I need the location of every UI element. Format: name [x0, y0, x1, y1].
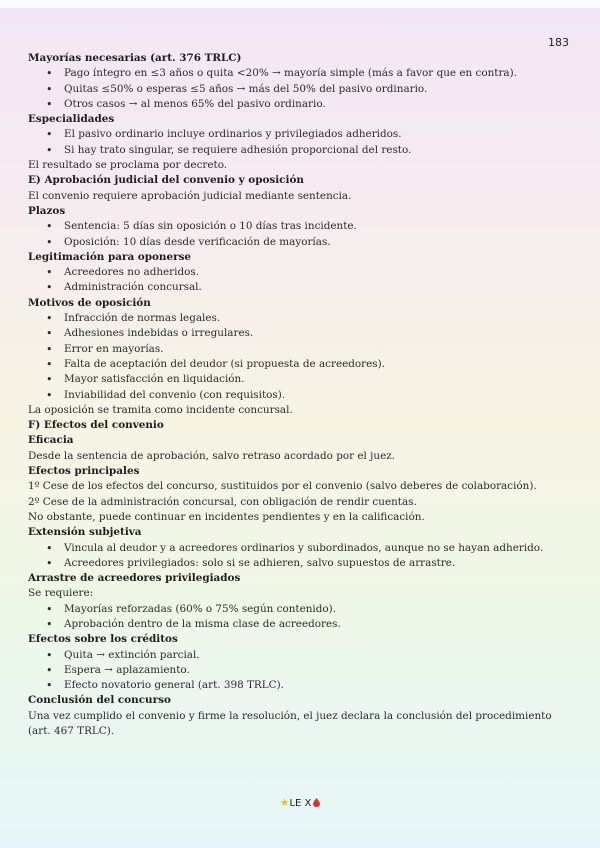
section-title-legitimacion: Legitimación para oponerse	[28, 250, 192, 263]
footer-logo	[0, 796, 600, 809]
paragraph: El resultado se proclama por decreto.	[28, 159, 228, 172]
list-item: • Pago íntegro en ≤3 años o quita <20% → mayoría simple (más a favor que en contra).	[28, 66, 568, 81]
section-title-efectos: F) Efectos del convenio	[28, 419, 164, 432]
list-creditos	[28, 648, 568, 694]
list-item: • Sentencia: 5 días sin oposición o 10 días tras incidente.	[28, 219, 568, 234]
page-number: 183	[548, 36, 569, 49]
list-item: • Mayorías reforzadas (60% o 75% según contenido).	[28, 602, 568, 617]
list-item: • Espera → aplazamiento.	[28, 663, 568, 678]
list-item: • Infracción de normas legales.	[28, 311, 568, 326]
list-extension	[28, 541, 568, 572]
list-item: • Aprobación dentro de la misma clase de acreedores.	[28, 617, 568, 632]
paragraph: La oposición se tramita como incidente concursal.	[28, 403, 293, 416]
section-title-principales: Efectos principales	[28, 465, 140, 478]
list-especialidades	[28, 127, 568, 158]
list-motivos	[28, 311, 568, 403]
list-item: • Otros casos → al menos 65% del pasivo ordinario.	[28, 97, 568, 112]
list-item: • Acreedores privilegiados: solo si se adhieren, salvo supuestos de arrastre.	[28, 556, 568, 571]
paragraph: El convenio requiere aprobación judicial mediante sentencia.	[28, 189, 352, 202]
list-legitimacion	[28, 265, 568, 296]
document-body	[28, 51, 568, 739]
drop-icon	[313, 798, 320, 807]
list-item: • Oposición: 10 días desde verificación de mayorías.	[28, 235, 568, 250]
star-icon: ★	[279, 796, 290, 809]
section-title-extension: Extensión subjetiva	[28, 526, 142, 539]
list-item: • Vincula al deudor y a acreedores ordinarios y subordinados, aunque no se hayan adherido.	[28, 541, 568, 556]
paragraph: 1º Cese de los efectos del concurso, sustituidos por el convenio (salvo deberes de colaboración).	[28, 480, 537, 493]
paragraph: Una vez cumplido el convenio y firme la resolución, el juez declara la conclusión del procedimiento (art. 467 TRLC).	[28, 709, 552, 738]
section-title-creditos: Efectos sobre los créditos	[28, 633, 178, 646]
list-item: • Acreedores no adheridos.	[28, 265, 568, 280]
list-item: • Inviabilidad del convenio (con requisitos).	[28, 388, 568, 403]
list-plazos	[28, 219, 568, 250]
paragraph: Desde la sentencia de aprobación, salvo retraso acordado por el juez.	[28, 449, 395, 462]
paragraph: No obstante, puede continuar en incidentes pendientes y en la calificación.	[28, 510, 425, 523]
list-mayorias	[28, 66, 568, 112]
list-item: • Adhesiones indebidas o irregulares.	[28, 326, 568, 341]
list-item: • El pasivo ordinario incluye ordinarios y privilegiados adheridos.	[28, 127, 568, 142]
section-title-conclusion: Conclusión del concurso	[28, 694, 171, 707]
section-title-motivos: Motivos de oposición	[28, 296, 151, 309]
list-arrastre	[28, 602, 568, 633]
list-item: • Si hay trato singular, se requiere adhesión proporcional del resto.	[28, 143, 568, 158]
list-item: • Falta de aceptación del deudor (si propuesta de acreedores).	[28, 357, 568, 372]
section-title-mayorias: Mayorías necesarias (art. 376 TRLC)	[28, 52, 242, 64]
list-item: • Quita → extinción parcial.	[28, 648, 568, 663]
section-title-especialidades: Especialidades	[28, 113, 115, 126]
list-item: • Quitas ≤50% o esperas ≤5 años → más del 50% del pasivo ordinario.	[28, 82, 568, 97]
paragraph: 2º Cese de la administración concursal, con obligación de rendir cuentas.	[28, 495, 417, 508]
list-item: • Error en mayorías.	[28, 342, 568, 357]
section-title-plazos: Plazos	[28, 204, 66, 217]
page-top-edge	[0, 0, 600, 8]
section-title-arrastre: Arrastre de acreedores privilegiados	[28, 572, 241, 585]
paragraph: Se requiere:	[28, 587, 94, 600]
list-item: • Efecto novatorio general (art. 398 TRLC).	[28, 678, 568, 693]
footer-text: LE X	[289, 798, 312, 809]
list-item: • Mayor satisfacción en liquidación.	[28, 372, 568, 387]
list-item: • Administración concursal.	[28, 280, 568, 295]
section-title-aprobacion: E) Aprobación judicial del convenio y oposición	[28, 174, 304, 187]
subsection-title-eficacia: Eficacia	[28, 434, 74, 447]
